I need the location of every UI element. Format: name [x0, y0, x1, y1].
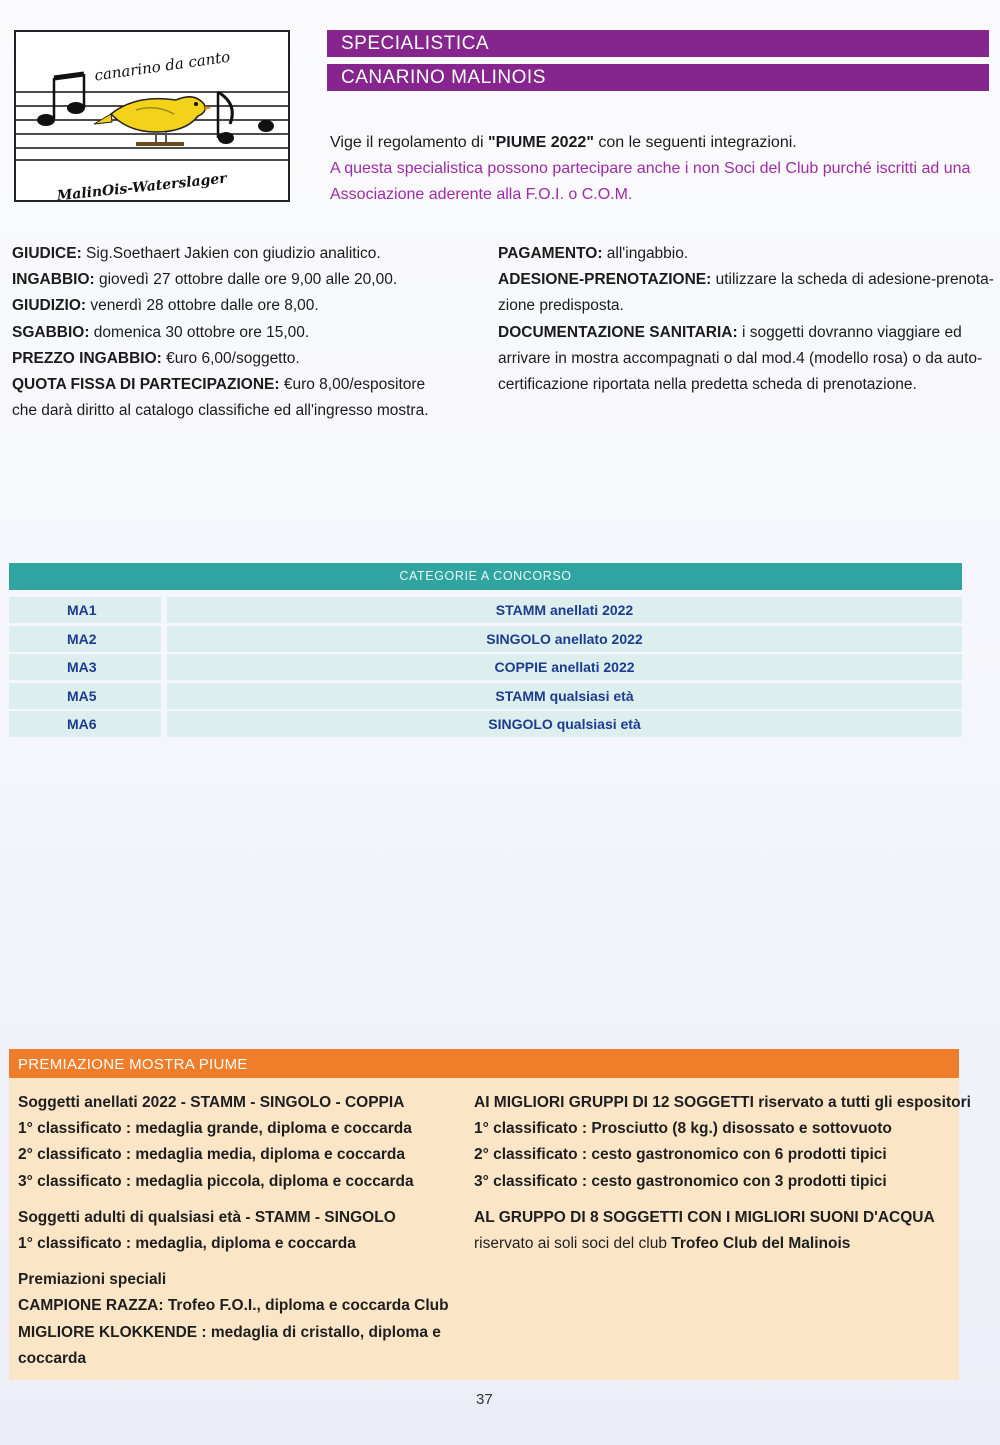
award-item: coccarda [18, 1349, 87, 1367]
logo-bottom-text: MalinOis-Waterslager [56, 170, 228, 200]
award-item: 2° classificato : cesto gastronomico con 6 prodotti tipici [474, 1146, 887, 1164]
table-row [9, 597, 962, 623]
award-group-title: AL GRUPPO DI 8 SOGGETTI CON I MIGLIORI SUONI D'ACQUA [474, 1208, 935, 1226]
table-row [9, 626, 962, 652]
breed-bar: CANARINO MALINOIS [327, 64, 989, 91]
award-group-title: Soggetti adulti di qualsiasi età - STAMM - SINGOLO [18, 1208, 396, 1226]
specialty-bar: SPECIALISTICA [327, 30, 989, 57]
award-group-title: AI MIGLIORI GRUPPI DI 12 SOGGETTI riservato a tutti gli espositori [474, 1094, 971, 1111]
category-code: MA2 [9, 626, 161, 652]
info-line: certificazione riportata nella predetta scheda di prenotazione. [498, 376, 917, 394]
category-name: STAMM anellati 2022 [167, 597, 962, 623]
info-line: GIUDIZIO: venerdì 28 ottobre dalle ore 8,00. [12, 297, 319, 315]
info-line: DOCUMENTAZIONE SANITARIA: i soggetti dovranno viaggiare ed [498, 323, 962, 341]
intro-line-2: A questa specialistica possono partecipare anche i non Soci del Club purché iscritti ad una [330, 160, 971, 177]
special-awards-title: Premiazioni speciali [18, 1271, 167, 1289]
category-code: MA3 [9, 654, 161, 680]
info-line: ADESIONE-PRENOTAZIONE: utilizzare la scheda di adesione-prenota- [498, 271, 994, 289]
awards-left-column [18, 1090, 449, 1372]
info-line: zione predisposta. [498, 297, 624, 315]
award-item: 1° classificato : medaglia grande, diploma e coccarda [18, 1120, 412, 1138]
table-row [9, 683, 962, 709]
info-line: SGABBIO: domenica 30 ottobre ore 15,00. [12, 323, 310, 341]
logo-top-text: canarino da canto [93, 47, 232, 85]
category-code: MA6 [9, 711, 161, 737]
category-name: SINGOLO anellato 2022 [167, 626, 962, 652]
show-info-right [498, 241, 994, 398]
award-item: 1° classificato : medaglia, diploma e coccarda [18, 1235, 356, 1253]
award-item: 2° classificato : medaglia media, diploma e coccarda [18, 1146, 405, 1164]
category-name: SINGOLO qualsiasi età [167, 711, 962, 737]
categories-header: CATEGORIE A CONCORSO [9, 563, 962, 590]
category-name: COPPIE anellati 2022 [167, 654, 962, 680]
awards-header: PREMIAZIONE MOSTRA PIUME [9, 1049, 959, 1078]
page-number: 37 [476, 1391, 493, 1408]
intro-line-1: Vige il regolamento di "PIUME 2022" con le seguenti integrazioni. [330, 134, 797, 151]
info-line: PAGAMENTO: all'ingabbio. [498, 245, 689, 262]
table-row [9, 654, 962, 680]
award-item: CAMPIONE RAZZA: Trofeo F.O.I., diploma e coccarda Club [18, 1297, 449, 1315]
intro-line-3: Associazione aderente alla F.O.I. o C.O.M. [330, 186, 633, 203]
award-note: riservato ai soli soci del club Trofeo Club del Malinois [474, 1235, 851, 1253]
category-code: MA5 [9, 683, 161, 709]
award-item: 1° classificato : Prosciutto (8 kg.) disossato e sottovuoto [474, 1120, 892, 1138]
info-line: che darà diritto al catalogo classifiche ed all'ingresso mostra. [12, 402, 429, 420]
info-line: arrivare in mostra accompagnati o dal mod.4 (modello rosa) o da auto- [498, 349, 983, 367]
info-line: INGABBIO: giovedì 27 ottobre dalle ore 9,00 alle 20,00. [12, 271, 398, 289]
info-line: PREZZO INGABBIO: €uro 6,00/soggetto. [12, 349, 300, 367]
info-line: GIUDICE: Sig.Soethaert Jakien con giudizio analitico. [12, 245, 381, 262]
info-line: QUOTA FISSA DI PARTECIPAZIONE: €uro 8,00/espositore [12, 376, 426, 394]
category-name: STAMM qualsiasi età [167, 683, 962, 709]
award-group-title: Soggetti anellati 2022 - STAMM - SINGOLO - COPPIA [18, 1094, 405, 1111]
award-item: 3° classificato : cesto gastronomico con 3 prodotti tipici [474, 1172, 887, 1190]
award-item: MIGLIORE KLOKKENDE : medaglia di cristallo, diploma e [18, 1323, 441, 1341]
awards-right-column [474, 1090, 971, 1257]
award-item: 3° classificato : medaglia piccola, diploma e coccarda [18, 1172, 414, 1190]
show-info-left [12, 241, 429, 424]
canary-on-music-staff-icon [16, 32, 288, 200]
club-logo [14, 30, 290, 202]
category-code: MA1 [9, 597, 161, 623]
table-row [9, 711, 962, 737]
